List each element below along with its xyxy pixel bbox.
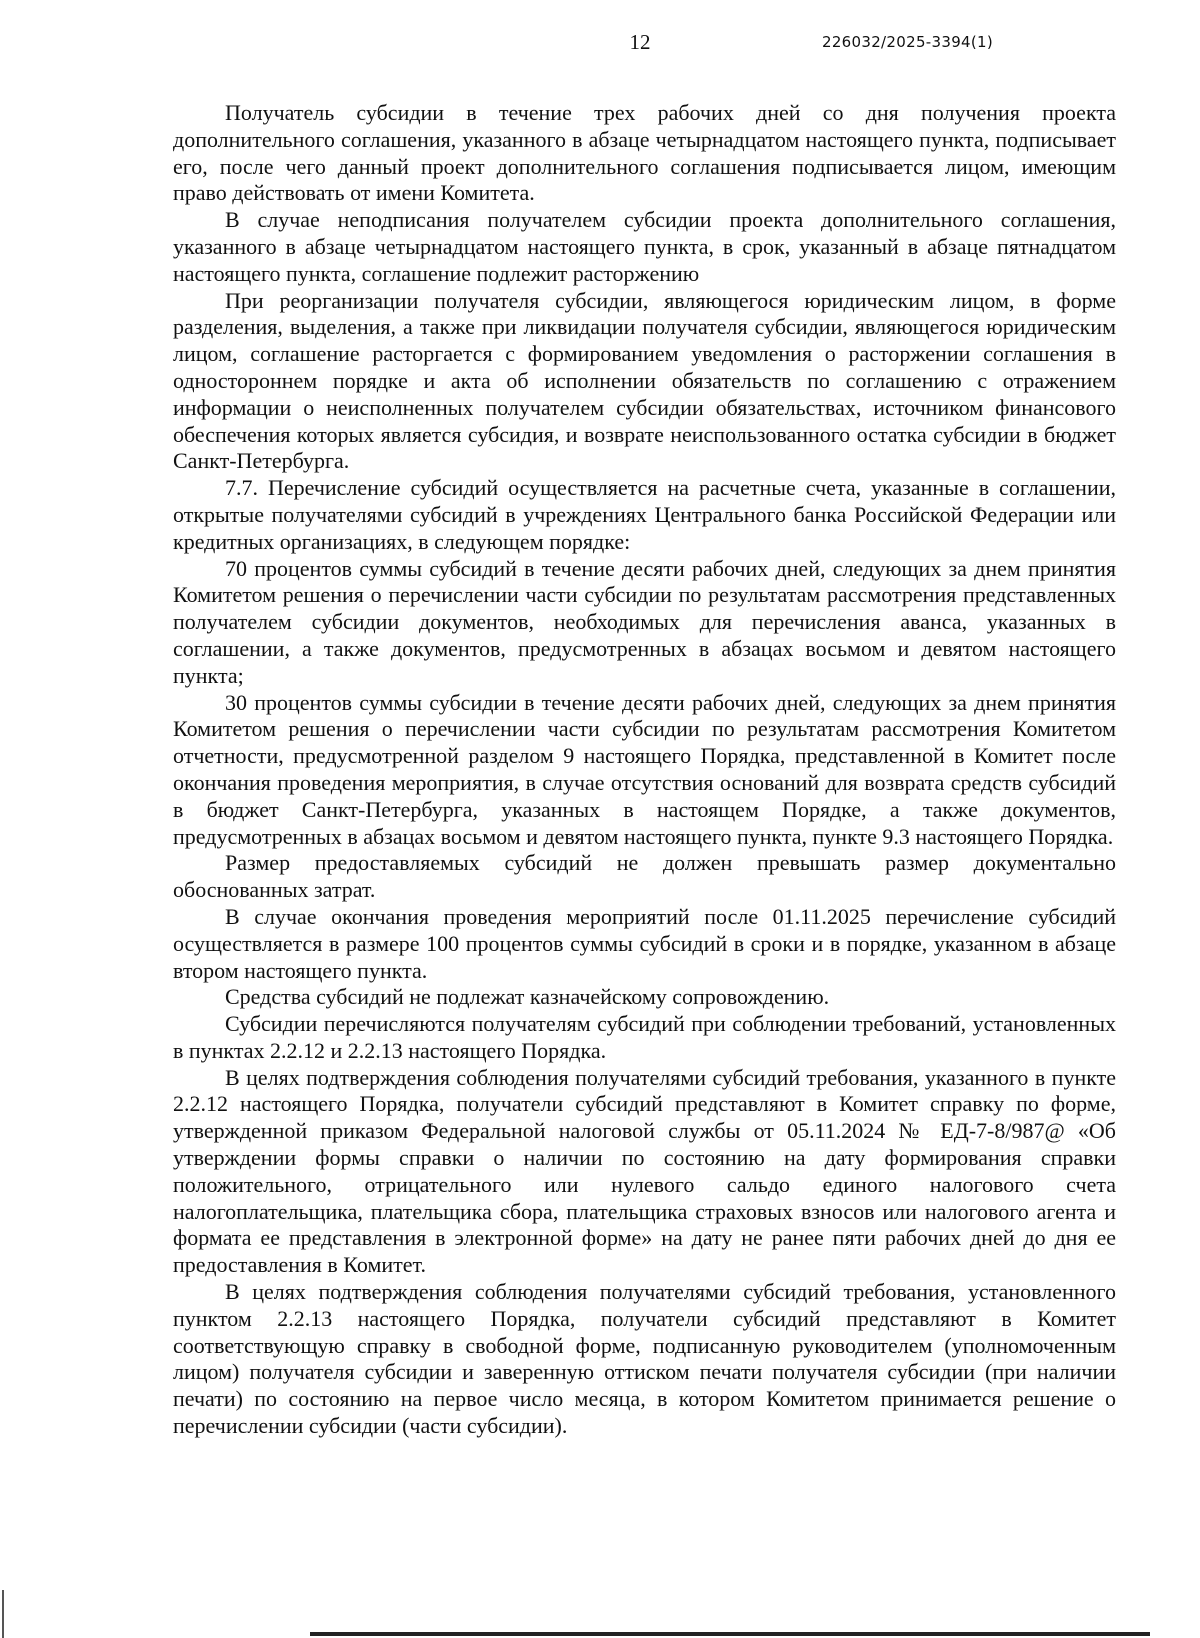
scan-bottom-line (310, 1632, 1150, 1636)
paragraph: Субсидии перечисляются получателям субсидий при соблюдении требований, установленных в пунктах 2.2.12 и 2.2.13 настоящего Порядка. (173, 1011, 1116, 1063)
paragraph: Получатель субсидии в течение трех рабочих дней со дня получения проекта дополнительного соглашения, указанного в абзаце четырнадцатом настоящего пункта, подписывает его, после чего данный проект дополнительного соглашения подписывается лицом, имеющим право действовать от имени Комитета. (173, 100, 1116, 206)
document-body (173, 100, 1116, 1440)
document-id: 226032/2025-3394(1) (822, 33, 994, 51)
paragraph: В целях подтверждения соблюдения получателями субсидий требования, установленного пунктом 2.2.13 настоящего Порядка, получатели субсидий представляют в Комитет соответствующую справку в свободной форме, подписанную руководителем (уполномоченным лицом) получателя субсидии и заверенную оттиском печати получателя субсидии (при наличии печати) по состоянию на первое число месяца, в котором Комитетом принимается решение о перечислении субсидии (части субсидии). (173, 1279, 1116, 1439)
page-number: 12 (629, 30, 651, 54)
paragraph-7-7: 7.7. Перечисление субсидий осуществляется на расчетные счета, указанные в соглашении, открытые получателями субсидий в учреждениях Центрального банка Российской Федерации или кредитных организациях, в следующем порядке: (173, 475, 1116, 554)
paragraph: 70 процентов суммы субсидий в течение десяти рабочих дней, следующих за днем принятия Комитетом решения о перечислении части субсидии по результатам рассмотрения представленных получателем субсидии документов, необходимых для перечисления аванса, указанных в соглашении, а также документов, предусмотренных в абзацах восьмом и девятом настоящего пункта; (173, 555, 1116, 688)
scan-edge-mark (2, 1590, 4, 1638)
paragraph: При реорганизации получателя субсидии, являющегося юридическим лицом, в форме разделения, выделения, а также при ликвидации получателя субсидии, являющегося юридическим лицом, соглашение расторгается с формированием уведомления о расторжении соглашения в одностороннем порядке и акта об исполнении обязательств по соглашению с отражением информации о неисполненных получателем субсидии обязательствах, источником финансового обеспечения которых является субсидия, и возврате неиспользованного остатка субсидии в бюджет Санкт-Петербурга. (173, 287, 1116, 474)
paragraph: Размер предоставляемых субсидий не должен превышать размер документально обоснованных затрат. (173, 850, 1116, 903)
paragraph: В случае окончания проведения мероприятий после 01.11.2025 перечисление субсидий осуществляется в размере 100 процентов суммы субсидий в сроки и в порядке, указанном в абзаце втором настоящего пункта. (173, 903, 1116, 983)
paragraph: В целях подтверждения соблюдения получателями субсидий требования, указанного в пункте 2.2.12 настоящего Порядка, получатели субсидий представляют в Комитет справку по форме, утвержденной приказом Федеральной налоговой службы от 05.11.2024 № ЕД-7-8/987@ «Об утверждении формы справки о наличии по состоянию на дату формирования справки положительного, отрицательного или нулевого сальдо единого налогового счета налогоплательщика, плательщика сбора, плательщика страховых взносов или налогового агента и формата ее представления в электронной форме» на дату не ранее пяти рабочих дней до дня ее предоставления в Комитет. (173, 1064, 1116, 1278)
paragraph: Средства субсидий не подлежат казначейскому сопровождению. (225, 984, 830, 1010)
paragraph: В случае неподписания получателем субсидии проекта дополнительного соглашения, указанного в абзаце четырнадцатом настоящего пункта, в срок, указанный в абзаце пятнадцатом настоящего пункта, соглашение подлежит расторжению (173, 207, 1116, 286)
paragraph: 30 процентов суммы субсидии в течение десяти рабочих дней, следующих за днем принятия Комитетом решения о перечислении части субсидии по результатам рассмотрения Комитетом отчетности, предусмотренной разделом 9 настоящего Порядка, представленной в Комитет после окончания проведения мероприятия, в случае отсутствия оснований для возврата средств субсидий в бюджет Санкт-Петербурга, указанных в настоящем Порядке, а также документов, предусмотренных в абзацах восьмом и девятом настоящего пункта, пункте 9.3 настоящего Порядка. (173, 689, 1116, 849)
